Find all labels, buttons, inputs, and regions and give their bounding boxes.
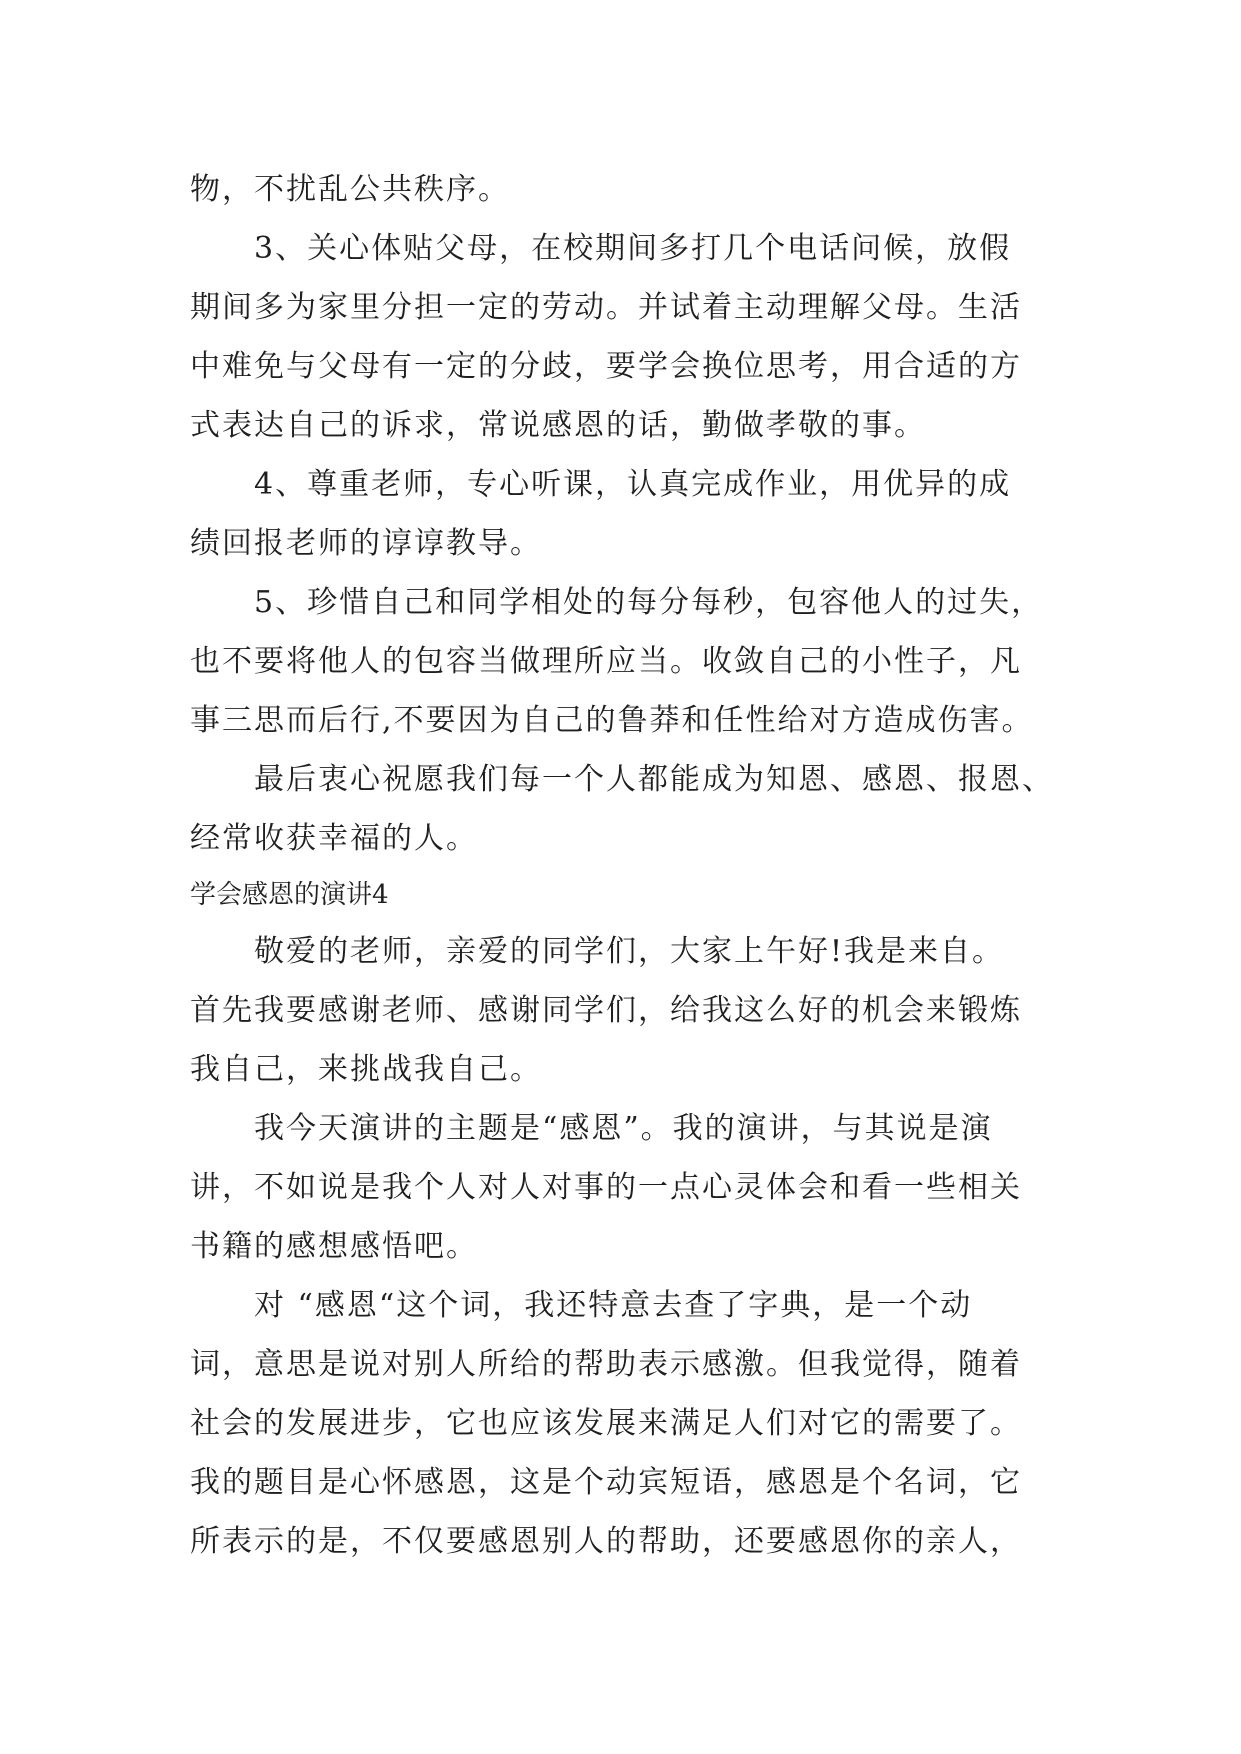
text-line-15: 首先我要感谢老师、感谢同学们，给我这么好的机会来锻炼: [190, 993, 1022, 1028]
text-line-2: 3、关心体贴父母，在校期间多打几个电话问候，放假: [254, 231, 1012, 266]
text-line-4: 中难免与父母有一定的分歧，要学会换位思考，用合适的方: [190, 349, 1022, 384]
text-line-20: 对 “感恩“这个词，我还特意去查了字典，是一个动: [254, 1288, 973, 1323]
text-line-5: 式表达自己的诉求，常说感恩的话，勤做孝敬的事。: [190, 408, 926, 443]
text-line-24: 所表示的是，不仅要感恩别人的帮助，还要感恩你的亲人，: [190, 1524, 1022, 1559]
text-line-9: 也不要将他人的包容当做理所应当。收敛自己的小性子，凡: [190, 644, 1022, 679]
text-line-7: 绩回报老师的谆谆教导。: [190, 526, 542, 561]
text-line-18: 讲，不如说是我个人对人对事的一点心灵体会和看一些相关: [190, 1170, 1022, 1205]
text-line-6: 4、尊重老师，专心听课，认真完成作业，用优异的成: [254, 467, 1012, 502]
text-line-21: 词，意思是说对别人所给的帮助表示感激。但我觉得，随着: [190, 1347, 1022, 1382]
text-line-10: 事三思而后行,不要因为自己的鲁莽和任性给对方造成伤害。: [190, 703, 1034, 738]
text-line-11: 最后衷心祝愿我们每一个人都能成为知恩、感恩、报恩、: [254, 762, 1054, 797]
text-line-17: 我今天演讲的主题是“感恩”。我的演讲，与其说是演: [254, 1111, 993, 1146]
text-line-16: 我自己，来挑战我自己。: [190, 1052, 542, 1087]
document-body: [190, 160, 1070, 1571]
text-line-8: 5、珍惜自己和同学相处的每分每秒，包容他人的过失，: [254, 585, 1044, 620]
text-line-19: 书籍的感想感悟吧。: [190, 1229, 478, 1264]
text-line-14: 敬爱的老师，亲爱的同学们，大家上午好!我是来自。: [254, 934, 1005, 969]
section-heading: 学会感恩的演讲4: [190, 880, 389, 910]
text-line-3: 期间多为家里分担一定的劳动。并试着主动理解父母。生活: [190, 290, 1022, 325]
text-line-22: 社会的发展进步，它也应该发展来满足人们对它的需要了。: [190, 1406, 1022, 1441]
text-line-1: 物，不扰乱公共秩序。: [190, 172, 510, 207]
text-line-23: 我的题目是心怀感恩，这是个动宾短语，感恩是个名词，它: [190, 1465, 1022, 1500]
text-line-12: 经常收获幸福的人。: [190, 821, 478, 856]
